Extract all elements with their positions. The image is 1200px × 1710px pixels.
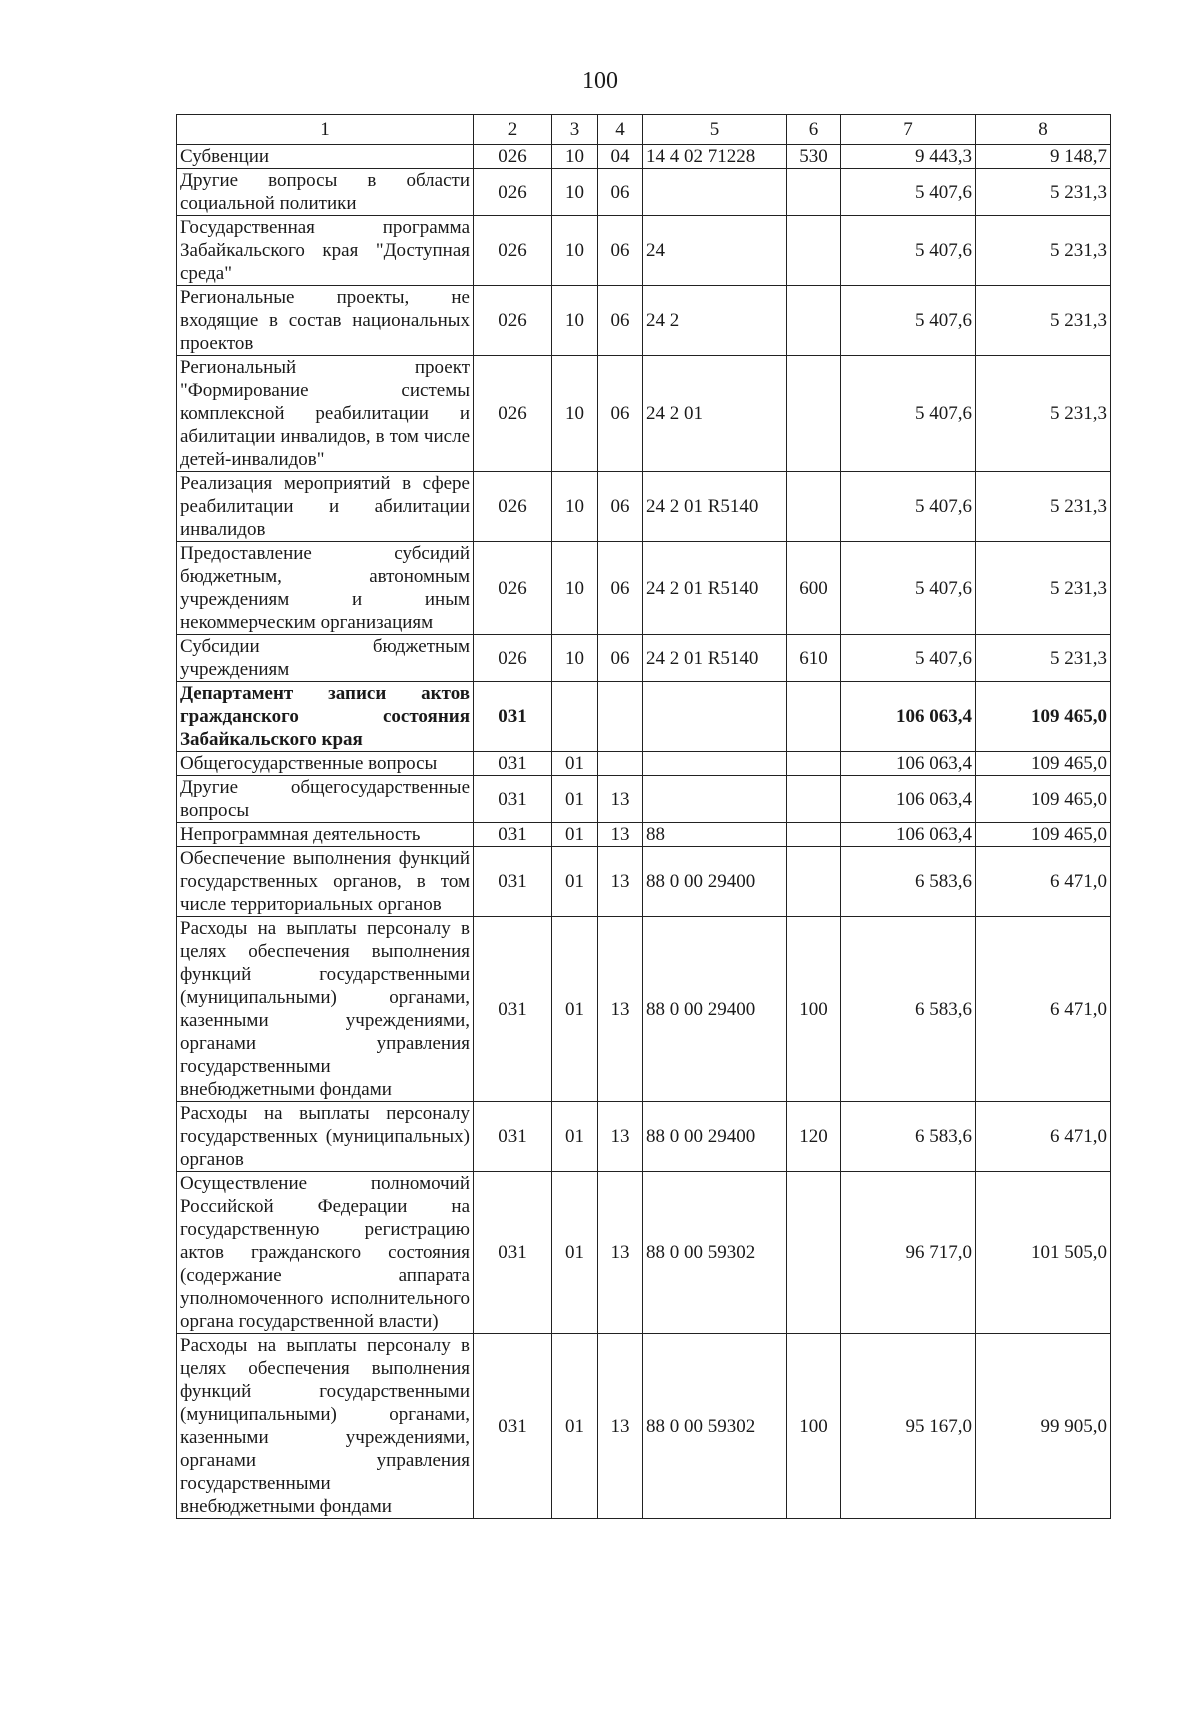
ministry-code-cell: 031 — [474, 823, 552, 847]
section-code-cell: 10 — [552, 169, 598, 216]
amount-year-1-cell: 106 063,4 — [841, 823, 976, 847]
table-row — [177, 169, 1111, 216]
table-row — [177, 682, 1111, 752]
expense-type-code-cell — [787, 216, 841, 286]
amount-year-1-cell: 106 063,4 — [841, 682, 976, 752]
expense-type-code-cell — [787, 1172, 841, 1334]
expense-type-code-cell — [787, 169, 841, 216]
section-code-cell: 10 — [552, 145, 598, 169]
section-code-cell: 01 — [552, 752, 598, 776]
section-code-cell — [552, 682, 598, 752]
section-code-cell: 10 — [552, 472, 598, 542]
amount-year-2-cell: 109 465,0 — [976, 682, 1111, 752]
amount-year-1-cell: 9 443,3 — [841, 145, 976, 169]
section-code-cell: 01 — [552, 847, 598, 917]
ministry-code-cell: 031 — [474, 1334, 552, 1519]
ministry-code-cell: 026 — [474, 635, 552, 682]
subsection-code-cell: 13 — [598, 847, 643, 917]
subsection-code-cell: 13 — [598, 776, 643, 823]
expense-name-cell: Осуществление полномочий Российской Федерации на государственную регистрацию актов гражданского состояния (содержание аппарата уполномоченного исполнительного органа государственной власти) — [177, 1172, 474, 1334]
expense-type-code-cell: 100 — [787, 1334, 841, 1519]
table-row — [177, 917, 1111, 1102]
ministry-code-cell: 031 — [474, 1172, 552, 1334]
subsection-code-cell: 06 — [598, 216, 643, 286]
target-article-code-cell: 14 4 02 71228 — [643, 145, 787, 169]
amount-year-1-cell: 95 167,0 — [841, 1334, 976, 1519]
expense-name-cell: Реализация мероприятий в сфере реабилитации и абилитации инвалидов — [177, 472, 474, 542]
amount-year-2-cell: 109 465,0 — [976, 752, 1111, 776]
ministry-code-cell: 026 — [474, 472, 552, 542]
expense-type-code-cell: 100 — [787, 917, 841, 1102]
target-article-code-cell: 24 2 — [643, 286, 787, 356]
table-header-row — [177, 115, 1111, 145]
ministry-code-cell: 031 — [474, 917, 552, 1102]
expense-type-code-cell — [787, 356, 841, 472]
table-body — [177, 145, 1111, 1519]
table-row — [177, 472, 1111, 542]
column-header: 1 — [177, 115, 474, 145]
section-code-cell: 01 — [552, 1172, 598, 1334]
section-code-cell: 10 — [552, 542, 598, 635]
subsection-code-cell: 13 — [598, 1102, 643, 1172]
target-article-code-cell — [643, 752, 787, 776]
page-number: 100 — [582, 68, 618, 94]
ministry-code-cell: 031 — [474, 847, 552, 917]
amount-year-1-cell: 6 583,6 — [841, 847, 976, 917]
amount-year-1-cell: 5 407,6 — [841, 216, 976, 286]
amount-year-1-cell: 5 407,6 — [841, 356, 976, 472]
section-code-cell: 01 — [552, 1102, 598, 1172]
expense-type-code-cell — [787, 847, 841, 917]
section-code-cell: 01 — [552, 1334, 598, 1519]
amount-year-2-cell: 5 231,3 — [976, 542, 1111, 635]
amount-year-2-cell: 5 231,3 — [976, 216, 1111, 286]
expense-name-cell: Департамент записи актов гражданского состояния Забайкальского края — [177, 682, 474, 752]
table-row — [177, 1334, 1111, 1519]
amount-year-1-cell: 106 063,4 — [841, 776, 976, 823]
expense-name-cell: Субвенции — [177, 145, 474, 169]
expense-type-code-cell — [787, 682, 841, 752]
section-code-cell: 01 — [552, 823, 598, 847]
expense-name-cell: Государственная программа Забайкальского края "Доступная среда" — [177, 216, 474, 286]
subsection-code-cell — [598, 752, 643, 776]
expense-type-code-cell: 610 — [787, 635, 841, 682]
ministry-code-cell: 026 — [474, 356, 552, 472]
subsection-code-cell: 06 — [598, 356, 643, 472]
ministry-code-cell: 026 — [474, 216, 552, 286]
amount-year-2-cell: 99 905,0 — [976, 1334, 1111, 1519]
table-row — [177, 216, 1111, 286]
column-header: 2 — [474, 115, 552, 145]
expense-name-cell: Другие вопросы в области социальной политики — [177, 169, 474, 216]
expense-name-cell: Расходы на выплаты персоналу в целях обеспечения выполнения функций государственными (муниципальными) органами, казенными учреждениями, органами управления государственными внебюджетными фондами — [177, 917, 474, 1102]
amount-year-1-cell: 5 407,6 — [841, 169, 976, 216]
expense-name-cell: Общегосударственные вопросы — [177, 752, 474, 776]
amount-year-1-cell: 6 583,6 — [841, 917, 976, 1102]
target-article-code-cell: 24 2 01 R5140 — [643, 542, 787, 635]
target-article-code-cell: 24 2 01 R5140 — [643, 472, 787, 542]
column-header: 4 — [598, 115, 643, 145]
amount-year-1-cell: 5 407,6 — [841, 472, 976, 542]
subsection-code-cell: 13 — [598, 1172, 643, 1334]
subsection-code-cell: 06 — [598, 169, 643, 216]
subsection-code-cell: 13 — [598, 823, 643, 847]
expense-type-code-cell: 530 — [787, 145, 841, 169]
subsection-code-cell — [598, 682, 643, 752]
table-row — [177, 542, 1111, 635]
subsection-code-cell: 13 — [598, 917, 643, 1102]
table-row — [177, 145, 1111, 169]
expense-type-code-cell — [787, 472, 841, 542]
amount-year-2-cell: 5 231,3 — [976, 635, 1111, 682]
amount-year-1-cell: 6 583,6 — [841, 1102, 976, 1172]
table-row — [177, 1102, 1111, 1172]
amount-year-1-cell: 5 407,6 — [841, 542, 976, 635]
subsection-code-cell: 06 — [598, 635, 643, 682]
expense-name-cell: Другие общегосударственные вопросы — [177, 776, 474, 823]
target-article-code-cell: 88 0 00 59302 — [643, 1334, 787, 1519]
subsection-code-cell: 06 — [598, 472, 643, 542]
expense-type-code-cell — [787, 776, 841, 823]
expense-name-cell: Обеспечение выполнения функций государственных органов, в том числе территориальных органов — [177, 847, 474, 917]
ministry-code-cell: 031 — [474, 682, 552, 752]
section-code-cell: 10 — [552, 216, 598, 286]
table-row — [177, 776, 1111, 823]
expense-type-code-cell: 600 — [787, 542, 841, 635]
target-article-code-cell — [643, 682, 787, 752]
amount-year-2-cell: 101 505,0 — [976, 1172, 1111, 1334]
column-header: 8 — [976, 115, 1111, 145]
expense-name-cell: Непрограммная деятельность — [177, 823, 474, 847]
target-article-code-cell: 88 0 00 29400 — [643, 847, 787, 917]
amount-year-2-cell: 5 231,3 — [976, 356, 1111, 472]
table-row — [177, 1172, 1111, 1334]
ministry-code-cell: 026 — [474, 145, 552, 169]
column-header: 7 — [841, 115, 976, 145]
target-article-code-cell — [643, 169, 787, 216]
table-row — [177, 286, 1111, 356]
amount-year-2-cell: 5 231,3 — [976, 472, 1111, 542]
target-article-code-cell: 88 0 00 59302 — [643, 1172, 787, 1334]
amount-year-2-cell: 6 471,0 — [976, 1102, 1111, 1172]
amount-year-2-cell: 6 471,0 — [976, 917, 1111, 1102]
expense-name-cell: Региональный проект "Формирование системы комплексной реабилитации и абилитации инвалидов, в том числе детей-инвалидов" — [177, 356, 474, 472]
table-row — [177, 847, 1111, 917]
expense-name-cell: Расходы на выплаты персоналу государственных (муниципальных) органов — [177, 1102, 474, 1172]
section-code-cell: 01 — [552, 917, 598, 1102]
expense-type-code-cell — [787, 823, 841, 847]
section-code-cell: 10 — [552, 286, 598, 356]
target-article-code-cell: 24 2 01 — [643, 356, 787, 472]
amount-year-1-cell: 106 063,4 — [841, 752, 976, 776]
ministry-code-cell: 026 — [474, 169, 552, 216]
ministry-code-cell: 026 — [474, 286, 552, 356]
section-code-cell: 10 — [552, 356, 598, 472]
target-article-code-cell: 88 0 00 29400 — [643, 1102, 787, 1172]
table-row — [177, 356, 1111, 472]
subsection-code-cell: 06 — [598, 286, 643, 356]
budget-table — [176, 114, 1111, 1519]
amount-year-1-cell: 5 407,6 — [841, 635, 976, 682]
target-article-code-cell: 24 2 01 R5140 — [643, 635, 787, 682]
subsection-code-cell: 06 — [598, 542, 643, 635]
column-header: 6 — [787, 115, 841, 145]
table-row — [177, 823, 1111, 847]
amount-year-2-cell: 6 471,0 — [976, 847, 1111, 917]
subsection-code-cell: 04 — [598, 145, 643, 169]
target-article-code-cell: 88 0 00 29400 — [643, 917, 787, 1102]
expense-type-code-cell — [787, 286, 841, 356]
expense-type-code-cell: 120 — [787, 1102, 841, 1172]
amount-year-1-cell: 96 717,0 — [841, 1172, 976, 1334]
expense-name-cell: Предоставление субсидий бюджетным, автономным учреждениям и иным некоммерческим организациям — [177, 542, 474, 635]
section-code-cell: 10 — [552, 635, 598, 682]
amount-year-2-cell: 109 465,0 — [976, 776, 1111, 823]
ministry-code-cell: 031 — [474, 1102, 552, 1172]
ministry-code-cell: 031 — [474, 752, 552, 776]
target-article-code-cell — [643, 776, 787, 823]
expense-type-code-cell — [787, 752, 841, 776]
column-header: 5 — [643, 115, 787, 145]
table-row — [177, 752, 1111, 776]
amount-year-1-cell: 5 407,6 — [841, 286, 976, 356]
target-article-code-cell: 88 — [643, 823, 787, 847]
section-code-cell: 01 — [552, 776, 598, 823]
amount-year-2-cell: 9 148,7 — [976, 145, 1111, 169]
table-row — [177, 635, 1111, 682]
expense-name-cell: Расходы на выплаты персоналу в целях обеспечения выполнения функций государственными (муниципальными) органами, казенными учреждениями, органами управления государственными внебюджетными фондами — [177, 1334, 474, 1519]
expense-name-cell: Субсидии бюджетным учреждениям — [177, 635, 474, 682]
expense-name-cell: Региональные проекты, не входящие в состав национальных проектов — [177, 286, 474, 356]
ministry-code-cell: 026 — [474, 542, 552, 635]
amount-year-2-cell: 5 231,3 — [976, 169, 1111, 216]
subsection-code-cell: 13 — [598, 1334, 643, 1519]
ministry-code-cell: 031 — [474, 776, 552, 823]
column-header: 3 — [552, 115, 598, 145]
amount-year-2-cell: 109 465,0 — [976, 823, 1111, 847]
target-article-code-cell: 24 — [643, 216, 787, 286]
amount-year-2-cell: 5 231,3 — [976, 286, 1111, 356]
